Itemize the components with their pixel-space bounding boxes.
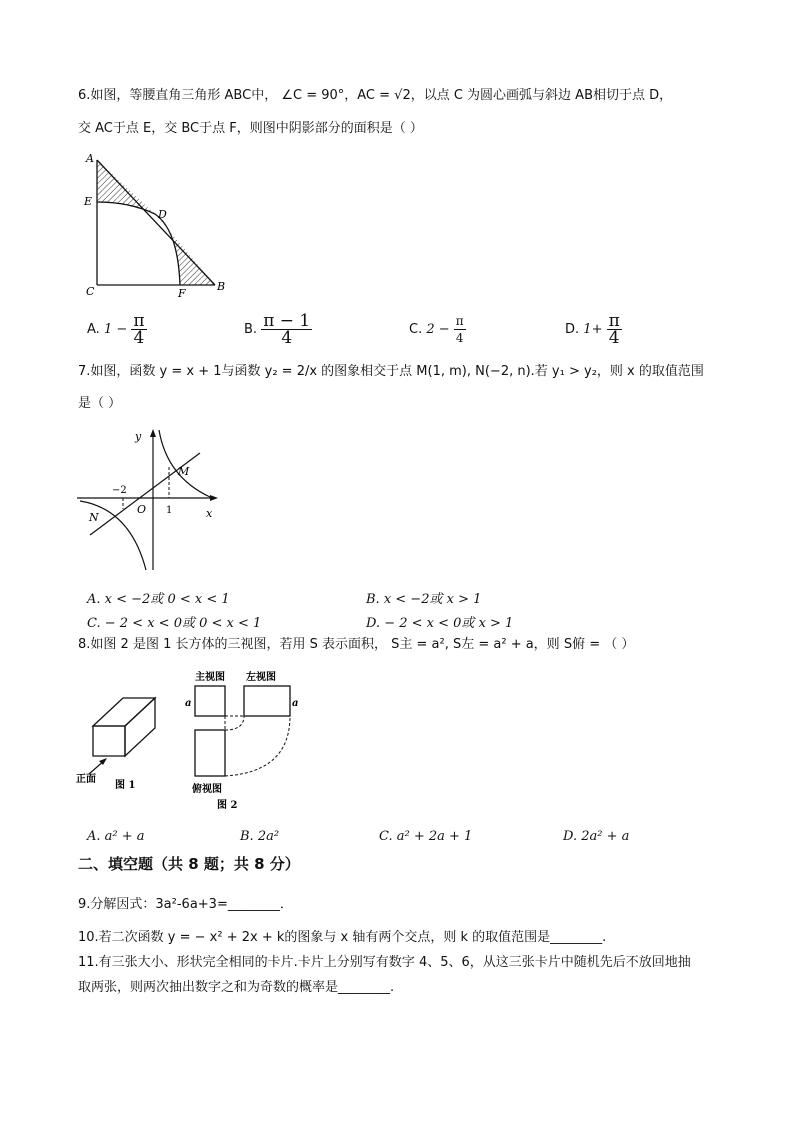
q6-label-d: D xyxy=(158,208,167,221)
q6-label-f: F xyxy=(178,287,186,300)
q7-label-neg2: −2 xyxy=(112,485,127,496)
left-view xyxy=(244,686,290,716)
q8-figure2 xyxy=(182,668,307,813)
top-view xyxy=(195,730,225,776)
q7-label-y: y xyxy=(135,430,142,443)
q8-left-view-label: 左视图 xyxy=(246,672,276,683)
q6-option-a[interactable]: A. 1 − $\frac{\pi}{4}$ xyxy=(87,311,145,348)
q8-fig2-caption: 图 2 xyxy=(217,800,238,811)
q7-option-b[interactable]: B. x < −2或 x > 1 xyxy=(366,592,482,607)
q6-figure xyxy=(80,150,240,305)
q6-stem-line1: 6.如图，等腰直角三角形 ABC中， ∠C = 90°，AC = √2，以点 C 为圆心画弧与斜边 AB相切于点 D， xyxy=(78,88,673,103)
q8-option-d[interactable]: D. 2a² + a xyxy=(563,829,630,844)
cuboid-front xyxy=(93,726,125,756)
q6-shade-top xyxy=(97,160,155,214)
main-view xyxy=(195,686,225,716)
q7-label-x: x xyxy=(206,507,213,520)
q7-label-n: N xyxy=(89,511,99,524)
q8-fig1-caption: 图 1 xyxy=(115,780,136,791)
q6-shade-bottom xyxy=(155,214,215,285)
q7-stem-line1: 7.如图，函数 y = x + 1与函数 y₂ = 2/x 的图象相交于点 M(1, m), N(−2, n).若 y₁ > y₂，则 x 的取值范围 xyxy=(78,364,704,379)
q8-top-view-label: 俯视图 xyxy=(192,784,222,795)
q7-stem-line2: 是（ ） xyxy=(78,396,122,411)
q6-option-d[interactable]: D. 1+ $\frac{\pi}{4}$ xyxy=(565,311,620,348)
q6-arc xyxy=(97,202,180,285)
q6-stem-line2: 交 AC于点 E，交 BC于点 F，则图中阴影部分的面积是（ ） xyxy=(78,121,423,136)
section-fill-in-title: 二、填空题（共 8 题；共 8 分） xyxy=(78,855,300,873)
q6-label-b: B xyxy=(217,280,226,293)
q8-option-c[interactable]: C. a² + 2a + 1 xyxy=(379,829,473,844)
q6-label-a: A xyxy=(86,152,94,165)
q7-option-d[interactable]: D. − 2 < x < 0或 x > 1 xyxy=(366,616,514,631)
q8-main-view-label: 主视图 xyxy=(195,672,225,683)
q6-label-e: E xyxy=(84,195,93,208)
q7-option-c[interactable]: C. − 2 < x < 0或 0 < x < 1 xyxy=(87,616,262,631)
q6-label-c: C xyxy=(86,285,95,298)
q8-figure1 xyxy=(75,690,165,795)
q7-label-m: M xyxy=(178,465,190,478)
q7-label-1: 1 xyxy=(166,505,173,516)
q6-option-c[interactable]: C. 2 − $\frac{\pi}{4}$ xyxy=(409,314,464,345)
q6-option-b[interactable]: B. $\frac{\pi - 1}{4}$ xyxy=(244,311,311,348)
q9-text: 9.分解因式：3a²-6a+3=________． xyxy=(78,897,293,912)
q6-hypotenuse xyxy=(97,160,215,285)
cuboid-side xyxy=(125,698,155,756)
q11-line2: 取两张，则两次抽出数字之和为奇数的概率是________. xyxy=(78,980,395,995)
q7-figure xyxy=(75,425,225,575)
q8-a-right: a xyxy=(292,698,299,709)
q7-hyperbola-right xyxy=(159,430,210,497)
q8-a-left: a xyxy=(185,698,192,709)
q10-text: 10.若二次函数 y = − x² + 2x + k的图象与 x 轴有两个交点，则 k 的取值范围是________. xyxy=(78,930,607,945)
q7-label-o: O xyxy=(137,503,147,516)
q8-front-label: 正面 xyxy=(76,774,96,785)
q11-line1: 11.有三张大小、形状完全相同的卡片.卡片上分别写有数字 4、5、6，从这三张卡片中随机先后不放回地抽 xyxy=(78,955,691,970)
cuboid-top xyxy=(93,698,155,726)
q8-option-b[interactable]: B. 2a² xyxy=(240,829,280,844)
q7-option-a[interactable]: A. x < −2或 0 < x < 1 xyxy=(87,592,230,607)
q8-option-a[interactable]: A. a² + a xyxy=(87,829,145,844)
q8-stem-line1: 8.如图 2 是图 1 长方体的三视图，若用 S 表示面积， S主 = a², S左 = a² + a，则 S俯 = （ ） xyxy=(78,637,635,652)
